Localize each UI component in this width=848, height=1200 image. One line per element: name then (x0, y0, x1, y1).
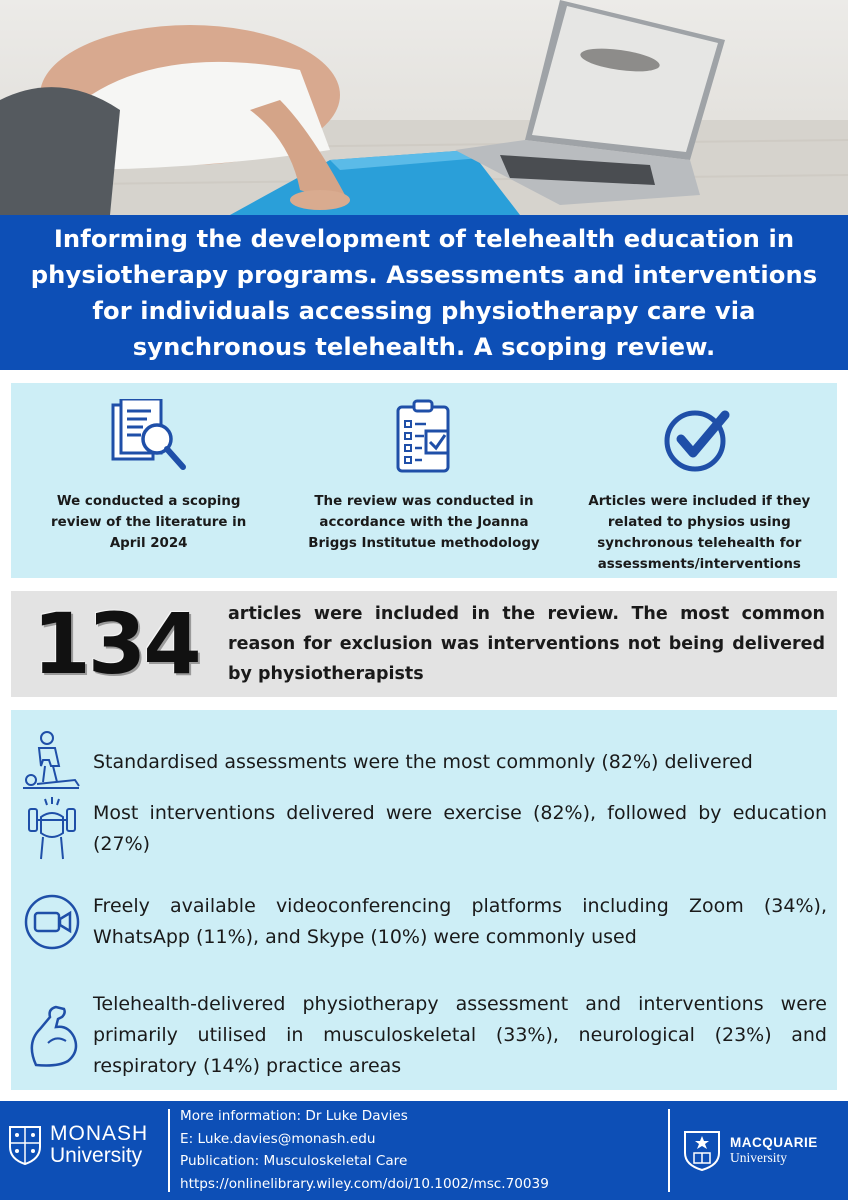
contact-name: More information: Dr Luke Davies (180, 1108, 408, 1124)
finding-item (11, 797, 837, 861)
document-search-icon (107, 395, 191, 479)
method-text: We conducted a scoping review of the literature in April 2024 (51, 494, 247, 551)
macquarie-logo-line1: MACQUARIE (730, 1135, 818, 1150)
flexed-arm-icon (11, 1003, 93, 1069)
finding-item (11, 989, 837, 1082)
footer (0, 1101, 848, 1200)
finding-text: Standardised assessments were the most commonly (82%) delivered (93, 750, 753, 773)
method-text: The review was conducted in accordance with the Joanna Briggs Institutue methodology (308, 494, 540, 551)
page-title: Informing the development of telehealth education in physiotherapy programs. Assessments and interventions for individuals accessing physiotherapy care via synchronous telehealth. A scoping review. (30, 224, 818, 361)
macquarie-logo-line2: University (730, 1150, 787, 1165)
publication-journal: Publication: Musculoskeletal Care (180, 1153, 408, 1169)
monash-logo (8, 1123, 148, 1167)
hero-illustration (0, 0, 848, 215)
finding-text: Freely available videoconferencing platforms including Zoom (34%), WhatsApp (11%), and Skype (10%) were commonly used (93, 895, 827, 948)
monash-crest-icon (8, 1125, 42, 1165)
physio-assessment-icon (11, 730, 93, 794)
findings-panel (11, 710, 837, 1090)
method-panel (11, 383, 837, 578)
contact-email[interactable]: E: Luke.davies@monash.edu (180, 1130, 376, 1147)
footer-divider (168, 1109, 170, 1192)
publication-link[interactable]: https://onlinelibrary.wiley.com/doi/10.1002/msc.70039 (180, 1175, 549, 1192)
title-banner (0, 215, 848, 370)
finding-item (11, 730, 837, 794)
monash-logo-line2: University (50, 1144, 143, 1167)
checkmark-circle-icon (661, 395, 737, 479)
finding-item (11, 891, 837, 953)
method-item (286, 383, 561, 578)
method-item (11, 383, 286, 578)
finding-text: Most interventions delivered were exercise (82%), followed by education (27%) (93, 802, 827, 855)
article-count-panel (11, 591, 837, 697)
checklist-clipboard-icon (392, 395, 456, 479)
macquarie-crest-icon (682, 1129, 722, 1171)
monash-logo-line1: MONASH (50, 1122, 149, 1145)
hero-photo (0, 0, 848, 215)
macquarie-logo (682, 1129, 818, 1171)
footer-divider (668, 1109, 670, 1192)
video-camera-icon (11, 893, 93, 951)
article-count-text: articles were included in the review. The most common reason for exclusion was interventions not being delivered by physiotherapists (228, 604, 825, 684)
method-item (562, 383, 837, 578)
finding-text: Telehealth-delivered physiotherapy assessment and interventions were primarily utilised in musculoskeletal (33%), neurological (23%) and respiratory (14%) practice areas (93, 993, 827, 1077)
method-text: Articles were included if they related to physios using synchronous telehealth for assessments/interventions (588, 494, 811, 572)
contact-info (180, 1105, 549, 1195)
article-count-number: 134 (32, 595, 199, 693)
dumbbell-exercise-icon (11, 797, 93, 861)
